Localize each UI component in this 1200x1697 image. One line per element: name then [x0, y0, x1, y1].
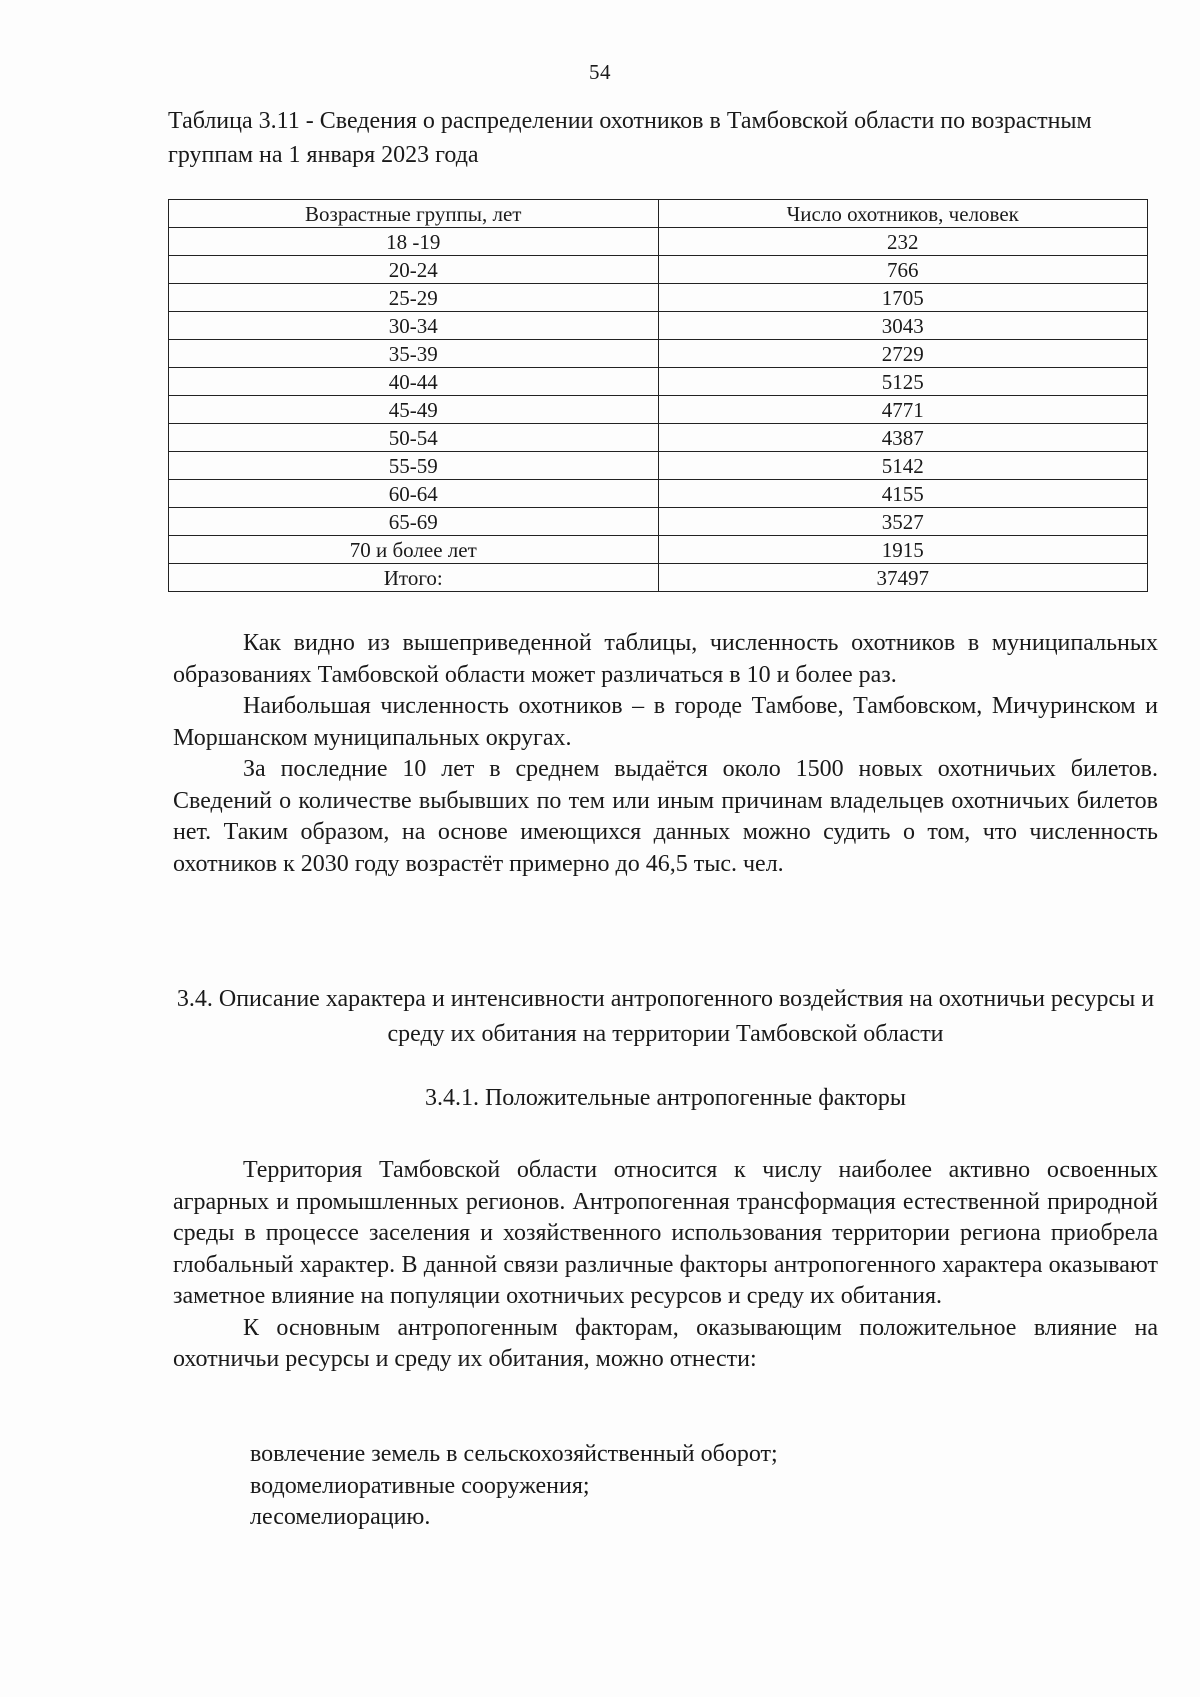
table-row — [169, 508, 1148, 536]
table-row — [169, 284, 1148, 312]
table-header-count: Число охотников, человек — [658, 200, 1147, 228]
list-item: водомелиоративные сооружения; — [250, 1472, 590, 1499]
table-header-row — [169, 200, 1148, 228]
age-cell: 30-34 — [169, 312, 659, 340]
total-label-cell: Итого: — [169, 564, 659, 592]
age-cell: 40-44 — [169, 368, 659, 396]
count-cell: 766 — [658, 256, 1147, 284]
count-cell: 3043 — [658, 312, 1147, 340]
table-row — [169, 396, 1148, 424]
count-cell: 2729 — [658, 340, 1147, 368]
table-row — [169, 480, 1148, 508]
age-cell: 25-29 — [169, 284, 659, 312]
list-item: вовлечение земель в сельскохозяйственный оборот; — [250, 1441, 778, 1467]
table-row — [169, 452, 1148, 480]
count-cell: 4155 — [658, 480, 1147, 508]
count-cell: 4387 — [658, 424, 1147, 452]
table-row — [169, 368, 1148, 396]
count-cell: 1705 — [658, 284, 1147, 312]
paragraph: Как видно из вышеприведенной таблицы, численность охотников в муниципальных образованиях Тамбовской области может различаться в 10 и более раз. — [173, 630, 1158, 688]
section-heading: 3.4. Описание характера и интенсивности антропогенного воздействия на охотничьи ресурсы и среду их обитания на территории Тамбовской области — [176, 986, 1155, 1047]
text-block-analysis — [173, 628, 1158, 880]
table-row — [169, 536, 1148, 564]
age-cell: 55-59 — [169, 452, 659, 480]
age-cell: 20-24 — [169, 256, 659, 284]
table-header-age: Возрастные группы, лет — [169, 200, 659, 228]
age-cell: 45-49 — [169, 396, 659, 424]
age-cell: 65-69 — [169, 508, 659, 536]
table-caption: Таблица 3.11 - Сведения о распределении охотников в Тамбовской области по возрастным группам на 1 января 2023 года — [168, 108, 1092, 168]
count-cell: 232 — [658, 228, 1147, 256]
list-item: лесомелиорацию. — [250, 1504, 431, 1530]
age-cell: 70 и более лет — [169, 536, 659, 564]
factors-list — [250, 1439, 1150, 1534]
table-row — [169, 312, 1148, 340]
paragraph: Наибольшая численность охотников – в городе Тамбове, Тамбовском, Мичуринском и Моршанском муниципальных округах. — [173, 693, 1158, 751]
count-cell: 3527 — [658, 508, 1147, 536]
subsection-heading: 3.4.1. Положительные антропогенные факторы — [424, 1085, 907, 1111]
paragraph: За последние 10 лет в среднем выдаётся около 1500 новых охотничьих билетов. Сведений о количестве выбывших по тем или иным причинам владельцев охотничьих билетов нет. Таким образом, на основе имеющихся данных можно судить о том, что численность охотников к 2030 году возрастёт примерно до 46,5 тыс. чел. — [173, 756, 1158, 877]
hunters-age-table — [168, 199, 1148, 592]
age-cell: 35-39 — [169, 340, 659, 368]
count-cell: 1915 — [658, 536, 1147, 564]
page-number: 54 — [589, 60, 611, 84]
paragraph: К основным антропогенным факторам, оказывающим положительное влияние на охотничьи ресурсы и среду их обитания, можно отнести: — [173, 1314, 1158, 1372]
count-cell: 5125 — [658, 368, 1147, 396]
table-row — [169, 256, 1148, 284]
table-row — [169, 340, 1148, 368]
table-row — [169, 424, 1148, 452]
age-cell: 50-54 — [169, 424, 659, 452]
age-cell: 60-64 — [169, 480, 659, 508]
text-block-factors — [173, 1155, 1158, 1376]
age-cell: 18 -19 — [169, 228, 659, 256]
paragraph: Территория Тамбовской области относится к числу наиболее активно освоенных аграрных и промышленных регионов. Антропогенная трансформация естественной природной среды в процессе заселения и хозяйственного использования территории региона приобрела глобальный характер. В данной связи различные факторы антропогенного характера оказывают заметное влияние на популяции охотничьих ресурсов и среду их обитания. — [173, 1157, 1158, 1309]
table-total-row — [169, 564, 1148, 592]
count-cell: 5142 — [658, 452, 1147, 480]
table-row — [169, 228, 1148, 256]
count-cell: 4771 — [658, 396, 1147, 424]
total-value-cell: 37497 — [658, 564, 1147, 592]
